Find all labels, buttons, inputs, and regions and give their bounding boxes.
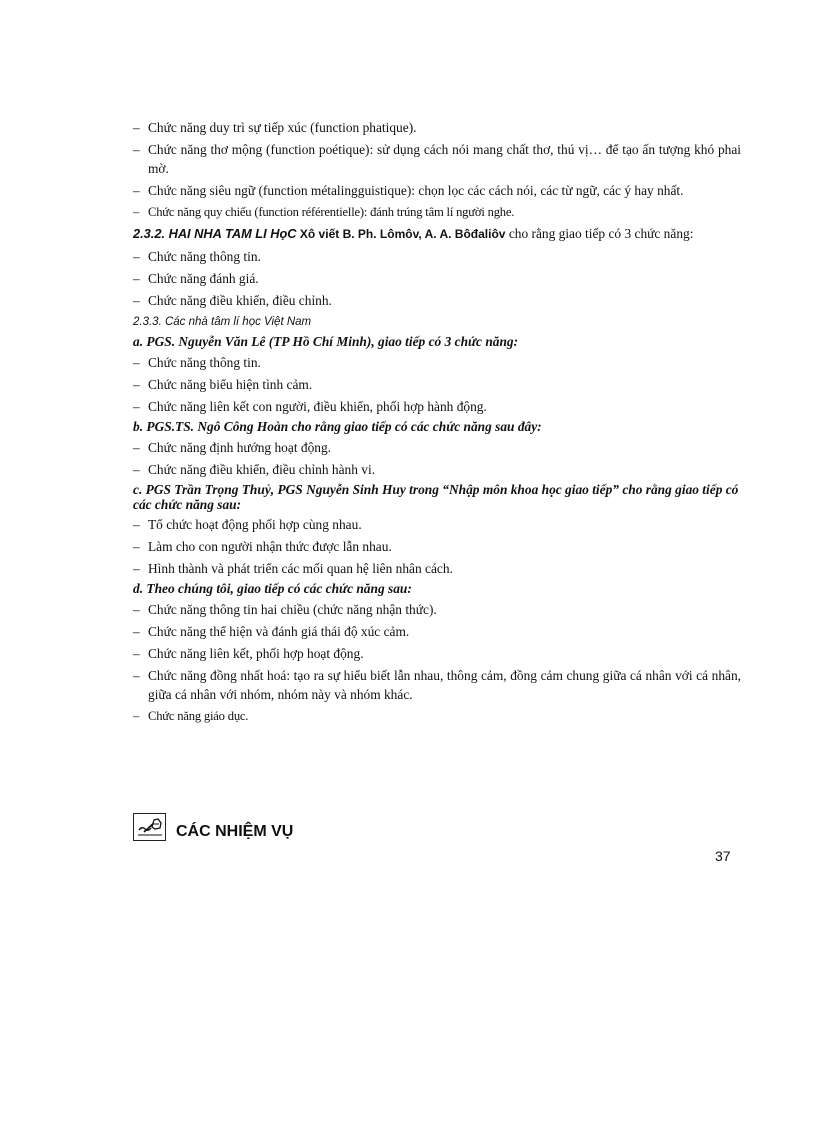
section-2-3-3-heading: 2.3.3. Các nhà tâm lí học Việt Nam — [133, 316, 312, 328]
writing-hand-icon — [133, 813, 166, 841]
section-2-3-2 — [133, 225, 741, 243]
list-item: – Chức năng thông tin. — [133, 355, 261, 370]
list-item: – Chức năng định hướng hoạt động. — [133, 440, 332, 455]
list-item: – Chức năng quy chiếu (function référentielle): đánh trúng tâm lí người nghe. — [133, 205, 515, 219]
section-authors: Xô viết B. Ph. Lômôv, A. A. Bôđaliôv — [299, 227, 506, 241]
subsection-a-heading: a. PGS. Nguyễn Văn Lê (TP Hồ Chí Minh), giao tiếp có 3 chức năng: — [133, 334, 519, 349]
section-heading: 2.3.2. HAI NHA TAM LI HọC — [133, 226, 297, 241]
list-item: – Chức năng thơ mộng (function poétique): sử dụng cách nói mang chất thơ, thú vị… để tạo ấn tượng khó phai mờ. — [133, 142, 741, 176]
page-content — [133, 118, 741, 729]
list-item: – Chức năng thông tin. — [133, 249, 261, 264]
list-item: – Chức năng điều khiển, điều chỉnh. — [133, 293, 332, 308]
list-item: – Chức năng giáo dục. — [133, 709, 249, 723]
list-item: – Chức năng liên kết, phối hợp hoạt động. — [133, 646, 364, 661]
list-item: – Tổ chức hoạt động phối hợp cùng nhau. — [133, 517, 362, 532]
list-item: – Hình thành và phát triển các mối quan hệ liên nhân cách. — [133, 561, 453, 576]
section-text: cho rằng giao tiếp có 3 chức năng: — [505, 226, 694, 241]
list-item: – Chức năng biểu hiện tình cảm. — [133, 377, 313, 392]
list-item: – Chức năng thông tin hai chiều (chức năng nhận thức). — [133, 602, 437, 617]
list-item: – Chức năng liên kết con người, điều khiển, phối hợp hành động. — [133, 399, 487, 414]
tasks-section — [133, 813, 293, 841]
list-item: – Chức năng duy trì sự tiếp xúc (function phatique). — [133, 120, 417, 135]
list-item: – Làm cho con người nhận thức được lẫn nhau. — [133, 539, 392, 554]
subsection-b-heading: b. PGS.TS. Ngô Công Hoàn cho rằng giao tiếp có các chức năng sau đây: — [133, 419, 542, 434]
list-item: – Chức năng điều khiển, điều chỉnh hành vi. — [133, 462, 376, 477]
subsection-d-heading: d. Theo chúng tôi, giao tiếp có các chức năng sau: — [133, 581, 412, 596]
list-item: – Chức năng đánh giá. — [133, 271, 259, 286]
page-number: 37 — [715, 848, 731, 864]
subsection-c-heading: c. PGS Trần Trọng Thuỷ, PGS Nguyễn Sinh Huy trong “Nhập môn khoa học giao tiếp” cho rằng giao tiếp có các chức năng sau: — [133, 482, 739, 512]
list-item: – Chức năng thể hiện và đánh giá thái độ xúc cảm. — [133, 624, 410, 639]
list-item: – Chức năng siêu ngữ (function métalingguistique): chọn lọc các cách nói, các từ ngữ, các ý hay nhất. — [133, 183, 684, 198]
tasks-title: CÁC NHIỆM VỤ — [176, 823, 294, 840]
list-item: – Chức năng đồng nhất hoá: tạo ra sự hiểu biết lẫn nhau, thông cảm, đồng cảm chung giữa cá nhân với cá nhân, giữa cá nhân với nhóm, nhóm này và nhóm khác. — [133, 668, 741, 702]
